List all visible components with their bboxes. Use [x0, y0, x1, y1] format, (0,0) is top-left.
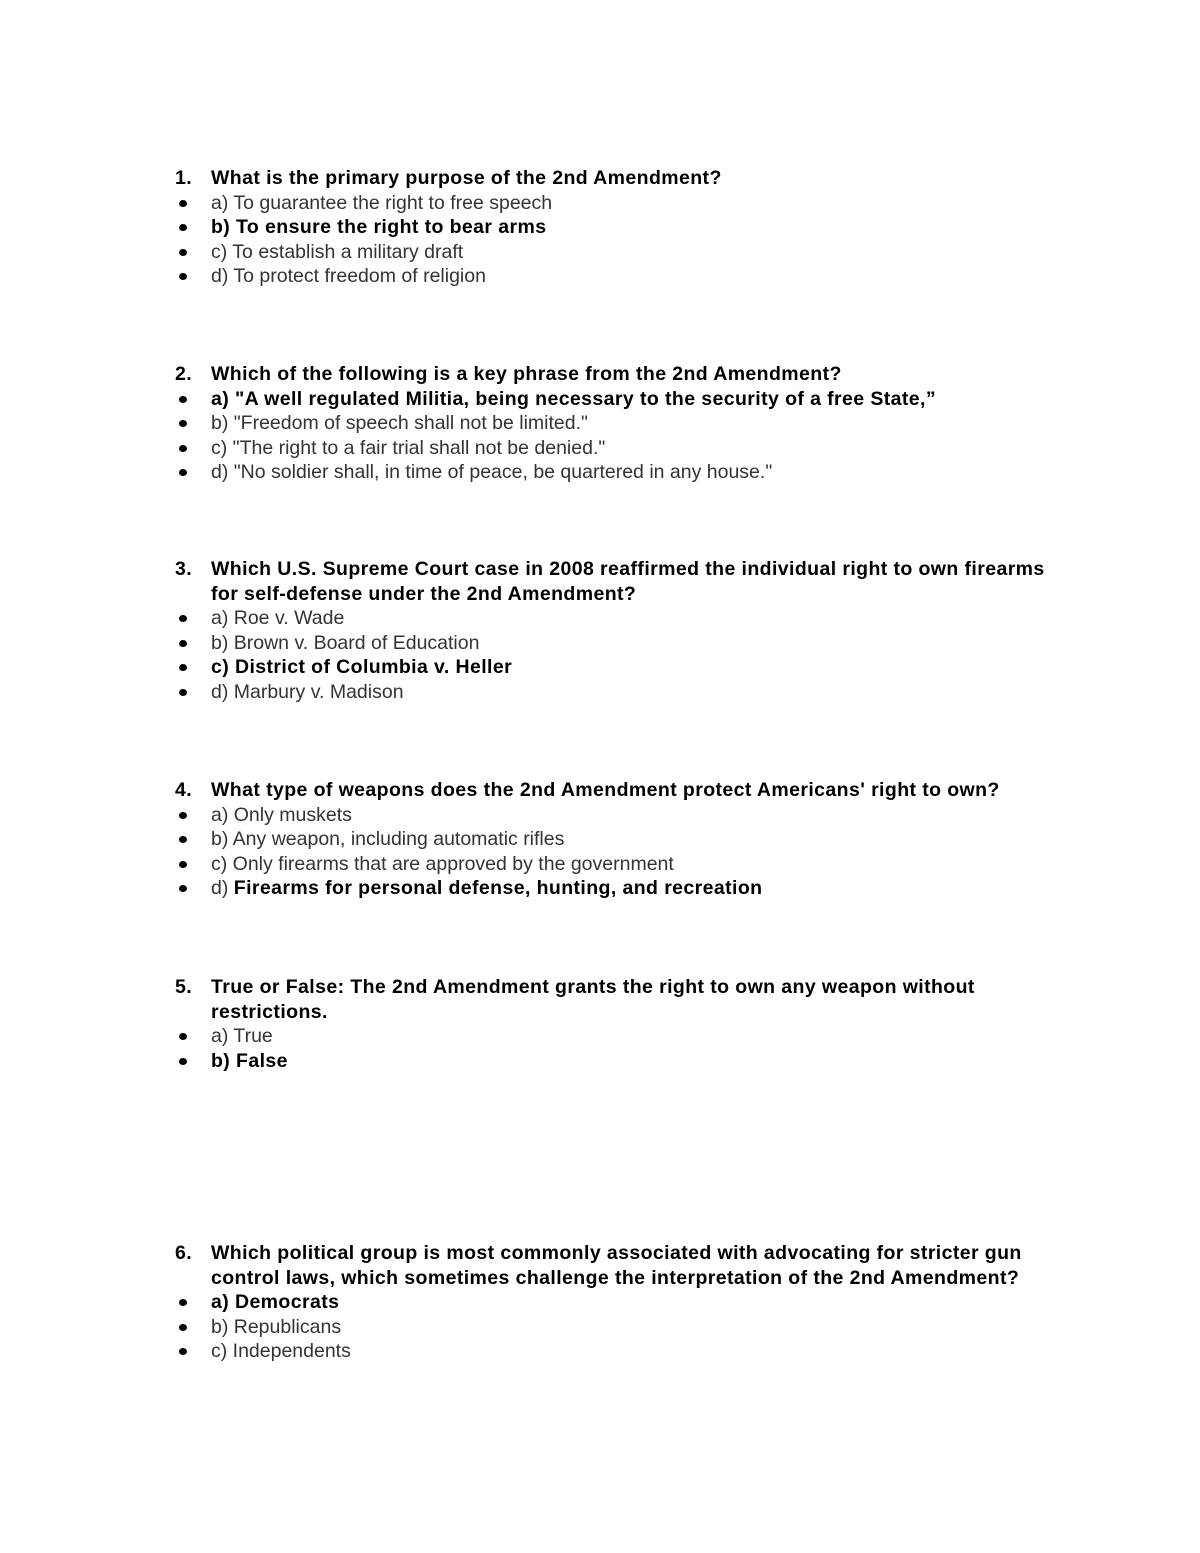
answer-option — [175, 852, 1075, 877]
answer-option — [175, 606, 1075, 631]
question-number: 2. — [175, 363, 193, 385]
bullet-icon — [175, 852, 211, 877]
question-text: Which U.S. Supreme Court case in 2008 reaffirmed the individual right to own firearms for self-defense under the 2nd Amendment? — [211, 558, 1045, 605]
answer-text: Firearms for personal defense, hunting, and recreation — [233, 877, 763, 899]
answer-list — [175, 1024, 1075, 1073]
question-number: 3. — [175, 558, 193, 580]
answer-text: c) District of Columbia v. Heller — [211, 656, 513, 678]
question-title — [175, 778, 1075, 803]
bullet-icon — [175, 606, 211, 631]
answer-option-correct — [175, 655, 1075, 680]
question-5 — [175, 975, 1075, 1073]
question-4 — [175, 778, 1075, 901]
question-text: What is the primary purpose of the 2nd Amendment? — [211, 167, 722, 189]
bullet-icon — [175, 1290, 211, 1315]
answer-option — [175, 827, 1075, 852]
question-text: Which political group is most commonly associated with advocating for stricter gun control laws, which sometimes challenge the interpretation of the 2nd Amendment? — [211, 1242, 1022, 1289]
bullet-icon — [175, 215, 211, 240]
question-number: 6. — [175, 1242, 193, 1264]
answer-option-correct — [175, 387, 1075, 412]
answer-option — [175, 1315, 1075, 1340]
bullet-icon — [175, 655, 211, 680]
answer-text: d) To protect freedom of religion — [211, 265, 486, 287]
answer-option — [175, 680, 1075, 705]
question-title — [175, 1241, 1075, 1290]
answer-list — [175, 387, 1075, 485]
answer-text: b) Brown v. Board of Education — [211, 631, 480, 654]
bullet-icon — [175, 1049, 211, 1074]
question-2 — [175, 362, 1075, 485]
answer-text: a) Roe v. Wade — [211, 607, 345, 629]
answer-option-correct — [175, 1290, 1075, 1315]
bullet-icon — [175, 264, 211, 289]
question-title — [175, 166, 1075, 191]
answer-prefix: d) — [211, 877, 234, 899]
question-number: 5. — [175, 976, 193, 998]
bullet-icon — [175, 680, 211, 705]
bullet-icon — [175, 191, 211, 216]
answer-text: d) "No soldier shall, in time of peace, be quartered in any house." — [211, 461, 773, 483]
answer-text: a) True — [211, 1025, 273, 1047]
question-text: True or False: The 2nd Amendment grants the right to own any weapon without restrictions. — [211, 976, 975, 1023]
answer-option-correct — [175, 876, 1075, 901]
answer-list — [175, 1290, 1075, 1364]
answer-text: c) "The right to a fair trial shall not be denied." — [211, 436, 606, 459]
answer-text: c) Only firearms that are approved by the government — [211, 852, 674, 875]
bullet-icon — [175, 1315, 211, 1340]
question-number: 4. — [175, 779, 193, 801]
bullet-icon — [175, 876, 211, 901]
answer-text: a) To guarantee the right to free speech — [211, 191, 553, 214]
answer-text: a) Democrats — [211, 1291, 340, 1313]
answer-option — [175, 240, 1075, 265]
answer-text: b) Republicans — [211, 1315, 342, 1338]
bullet-icon — [175, 803, 211, 828]
answer-option — [175, 436, 1075, 461]
question-title — [175, 557, 1075, 606]
answer-option — [175, 631, 1075, 656]
answer-option-correct — [175, 1049, 1075, 1074]
bullet-icon — [175, 460, 211, 485]
question-3 — [175, 557, 1075, 704]
answer-text: a) Only muskets — [211, 803, 352, 826]
answer-list — [175, 191, 1075, 289]
question-text: What type of weapons does the 2nd Amendment protect Americans' right to own? — [211, 779, 1000, 801]
bullet-icon — [175, 1024, 211, 1049]
answer-text: b) To ensure the right to bear arms — [211, 216, 547, 238]
answer-list — [175, 803, 1075, 901]
bullet-icon — [175, 411, 211, 436]
question-title — [175, 975, 1075, 1024]
answer-option — [175, 460, 1075, 485]
answer-option-correct — [175, 215, 1075, 240]
answer-option — [175, 1339, 1075, 1364]
bullet-icon — [175, 240, 211, 265]
answer-list — [175, 606, 1075, 704]
answer-option — [175, 411, 1075, 436]
question-title — [175, 362, 1075, 387]
answer-text: c) To establish a military draft — [211, 240, 464, 263]
bullet-icon — [175, 1339, 211, 1364]
answer-text: b) False — [211, 1049, 288, 1072]
answer-text: b) "Freedom of speech shall not be limited." — [211, 412, 588, 434]
question-6 — [175, 1241, 1075, 1364]
bullet-icon — [175, 436, 211, 461]
answer-option — [175, 803, 1075, 828]
answer-text: d) Marbury v. Madison — [211, 680, 404, 703]
answer-text: a) "A well regulated Militia, being necessary to the security of a free State,” — [211, 387, 936, 410]
answer-option — [175, 191, 1075, 216]
question-text: Which of the following is a key phrase from the 2nd Amendment? — [211, 363, 842, 385]
bullet-icon — [175, 827, 211, 852]
answer-option — [175, 264, 1075, 289]
bullet-icon — [175, 387, 211, 412]
question-number: 1. — [175, 167, 193, 189]
answer-text: b) Any weapon, including automatic rifles — [211, 828, 565, 850]
answer-option — [175, 1024, 1075, 1049]
question-1 — [175, 166, 1075, 289]
bullet-icon — [175, 631, 211, 656]
answer-text: c) Independents — [211, 1340, 351, 1362]
